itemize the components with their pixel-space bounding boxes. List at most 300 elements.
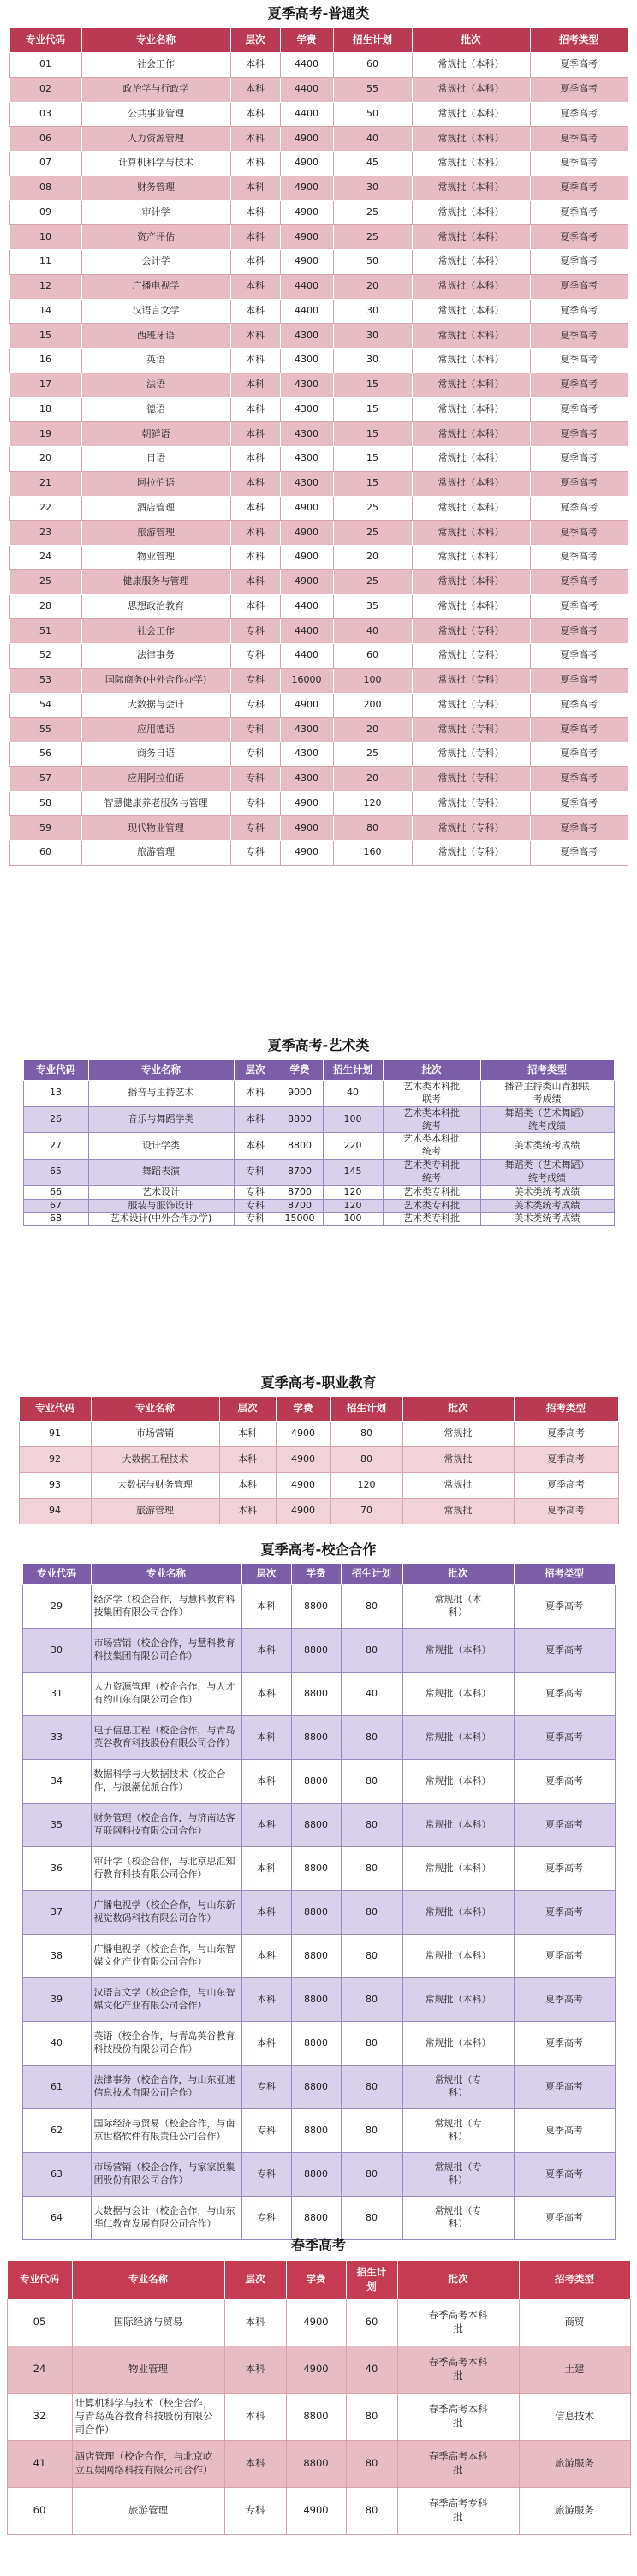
cell-level: 本科 (241, 1978, 291, 2022)
cell-type: 夏季高考 (514, 2022, 615, 2066)
cell-name: 英语（校企合作，与青岛英谷教育科技股份有限公司合作） (91, 2022, 241, 2066)
cell-tuition: 4900 (276, 1447, 330, 1473)
cell-batch: 常规批（本科） (412, 102, 530, 127)
cell-tuition: 4900 (280, 152, 333, 176)
cell-code: 59 (9, 816, 81, 841)
table-row (9, 274, 628, 299)
cell-name: 健康服务与管理 (81, 569, 230, 594)
header-plan: 招生计划 (341, 1564, 402, 1585)
cell-name: 旅游管理 (72, 2488, 224, 2535)
table-row (23, 1133, 614, 1160)
table-row (23, 1160, 614, 1186)
cell-code: 12 (9, 274, 81, 299)
cell-batch: 艺术类专科批 统考 (383, 1160, 480, 1186)
cell-tuition: 4900 (280, 496, 333, 521)
cell-code: 08 (9, 176, 81, 200)
cell-level: 本科 (219, 1447, 276, 1473)
cell-name: 应用德语 (81, 718, 230, 742)
cell-type: 夏季高考 (530, 200, 628, 225)
cell-type: 夏季高考 (530, 397, 628, 422)
cell-level: 本科 (241, 1716, 291, 1760)
cell-name: 国际商务(中外合作办学) (81, 668, 230, 693)
cell-type: 夏季高考 (530, 791, 628, 816)
cell-level: 本科 (230, 200, 280, 225)
cell-code: 19 (9, 422, 81, 447)
cell-type: 夏季高考 (514, 1760, 615, 1804)
cell-plan: 80 (346, 2488, 397, 2535)
cell-plan: 80 (330, 1422, 402, 1447)
cell-type: 美术类统考成绩 (480, 1185, 614, 1199)
cell-name: 大数据工程技术 (91, 1447, 219, 1473)
cell-type: 夏季高考 (530, 299, 628, 324)
cell-batch: 常规批 (402, 1499, 514, 1524)
cell-plan: 25 (333, 521, 412, 546)
cell-type: 夏季高考 (514, 1978, 615, 2022)
header-batch: 批次 (397, 2261, 519, 2299)
section-regular (0, 0, 637, 866)
cell-type: 夏季高考 (530, 102, 628, 127)
cell-name: 市场营销（校企合作，与家家悦集团股份有限公司合作） (91, 2153, 241, 2197)
header-type: 招考类型 (519, 2261, 630, 2299)
cell-level: 专科 (241, 2153, 291, 2197)
cell-type: 夏季高考 (514, 1629, 615, 1673)
cell-name: 市场营销（校企合作，与慧科教育科技集团有限公司合作） (91, 1629, 241, 1673)
cell-code: 62 (22, 2109, 91, 2153)
cell-batch: 常规批（本科） (412, 546, 530, 570)
cell-code: 26 (23, 1106, 88, 1133)
table-row (22, 1716, 615, 1760)
header-plan: 招生计划 (323, 1060, 383, 1081)
cell-tuition: 8700 (277, 1160, 323, 1186)
cell-tuition: 4900 (280, 816, 333, 841)
cell-level: 专科 (224, 2488, 286, 2535)
cell-tuition: 8700 (277, 1199, 323, 1213)
cell-plan: 20 (333, 546, 412, 570)
cell-code: 32 (7, 2394, 72, 2441)
cell-batch: 常规批（本科） (402, 1760, 514, 1804)
cell-type: 夏季高考 (530, 422, 628, 447)
cell-plan: 15 (333, 471, 412, 496)
cell-plan: 80 (341, 2197, 402, 2240)
table-row (23, 1199, 614, 1213)
cell-code: 54 (9, 693, 81, 718)
header-tuition: 学费 (286, 2261, 346, 2299)
cell-batch: 常规批（专 科） (402, 2066, 514, 2109)
cell-tuition: 8800 (291, 2197, 341, 2240)
cell-level: 本科 (234, 1081, 277, 1107)
cell-name: 人力资源管理（校企合作，与人才有约山东有限公司合作） (91, 1673, 241, 1716)
cell-name: 计算机科学与技术（校企合作，与青岛英谷教育科技股份有限公司合作） (72, 2394, 224, 2441)
cell-type: 夏季高考 (514, 1585, 615, 1629)
cell-name: 国际经济与贸易（校企合作，与南京世格软件有限责任公司合作） (91, 2109, 241, 2153)
cell-batch: 艺术类本科批 统考 (383, 1133, 480, 1160)
cell-code: 37 (22, 1891, 91, 1935)
cell-code: 92 (19, 1447, 91, 1473)
cell-code: 18 (9, 397, 81, 422)
table-row (9, 742, 628, 767)
cell-tuition: 8800 (291, 1978, 341, 2022)
cell-tuition: 4900 (280, 176, 333, 200)
cell-name: 大数据与财务管理 (91, 1473, 219, 1499)
cell-tuition: 4300 (280, 766, 333, 791)
cell-batch: 常规批（专科） (412, 841, 530, 866)
cell-level: 本科 (230, 349, 280, 373)
table-row (9, 299, 628, 324)
cell-code: 13 (23, 1081, 88, 1107)
cell-tuition: 8800 (277, 1133, 323, 1160)
cell-batch: 常规批（本科） (412, 521, 530, 546)
cell-plan: 55 (333, 77, 412, 102)
cell-type: 夏季高考 (514, 1673, 615, 1716)
cell-plan: 100 (323, 1213, 383, 1226)
cell-type: 夏季高考 (530, 521, 628, 546)
cell-plan: 40 (346, 2346, 397, 2394)
header-plan: 招生计 划 (346, 2261, 397, 2299)
cell-name: 审计学（校企合作，与北京思汇知行教育科技有限公司合作） (91, 1847, 241, 1891)
cell-type: 夏季高考 (530, 127, 628, 152)
cell-tuition: 8800 (291, 1935, 341, 1978)
cell-level: 本科 (230, 152, 280, 176)
cell-plan: 80 (346, 2441, 397, 2488)
cell-name: 阿拉伯语 (81, 471, 230, 496)
cell-name: 市场营销 (91, 1422, 219, 1447)
cell-name: 酒店管理 (81, 496, 230, 521)
cell-type: 美术类统考成绩 (480, 1213, 614, 1226)
cell-code: 57 (9, 766, 81, 791)
cell-type: 夏季高考 (530, 324, 628, 349)
cell-type: 夏季高考 (530, 349, 628, 373)
table-row (9, 693, 628, 718)
cell-code: 91 (19, 1422, 91, 1447)
header-code: 专业代码 (9, 28, 81, 53)
cell-tuition: 4300 (280, 373, 333, 397)
cell-type: 夏季高考 (514, 1473, 618, 1499)
table-row (22, 1935, 615, 1978)
cell-tuition: 8800 (286, 2394, 346, 2441)
cell-type: 舞蹈类（艺术舞蹈） 统考成绩 (480, 1160, 614, 1186)
table-row (19, 1499, 618, 1524)
cell-name: 物业管理 (72, 2346, 224, 2394)
cell-name: 物业管理 (81, 546, 230, 570)
cell-level: 专科 (230, 668, 280, 693)
table-row (9, 53, 628, 78)
cell-level: 专科 (230, 766, 280, 791)
cell-name: 德语 (81, 397, 230, 422)
cell-name: 应用阿拉伯语 (81, 766, 230, 791)
cell-plan: 120 (333, 791, 412, 816)
cell-level: 本科 (234, 1106, 277, 1133)
cell-tuition: 4400 (280, 102, 333, 127)
cell-batch: 常规批（本科） (402, 1978, 514, 2022)
cell-tuition: 8800 (291, 2153, 341, 2197)
cell-plan: 200 (333, 693, 412, 718)
table-row (9, 668, 628, 693)
header-code: 专业代码 (7, 2261, 72, 2299)
cell-code: 07 (9, 152, 81, 176)
cell-type: 夏季高考 (530, 546, 628, 570)
cell-name: 法语 (81, 373, 230, 397)
cell-batch: 常规批（本科） (412, 225, 530, 250)
art-table (23, 1059, 615, 1226)
cell-tuition: 4400 (280, 594, 333, 619)
cell-batch: 常规批（本科） (412, 274, 530, 299)
cell-plan: 25 (333, 569, 412, 594)
cell-batch: 常规批（本科） (412, 422, 530, 447)
table-row (9, 594, 628, 619)
header-type: 招考类型 (514, 1397, 618, 1422)
cell-batch: 常规批（本科） (402, 1716, 514, 1760)
cell-name: 大数据与会计（校企合作，与山东华仁教育发展有限公司合作） (91, 2197, 241, 2240)
cell-batch: 艺术类专科批 (383, 1199, 480, 1213)
cell-tuition: 9000 (277, 1081, 323, 1107)
cell-type: 夏季高考 (530, 471, 628, 496)
header-batch: 批次 (402, 1564, 514, 1585)
cell-tuition: 4400 (280, 619, 333, 644)
cell-plan: 60 (333, 53, 412, 78)
cell-tuition: 8800 (291, 1673, 341, 1716)
cell-batch: 常规批 (402, 1447, 514, 1473)
header-level: 层次 (234, 1060, 277, 1081)
cell-name: 广播电视学（校企合作，与山东新视觉数码科技有限公司合作） (91, 1891, 241, 1935)
cell-batch: 艺术类本科批 统考 (383, 1106, 480, 1133)
cell-name: 艺术设计(中外合作办学) (88, 1213, 234, 1226)
cell-name: 现代物业管理 (81, 816, 230, 841)
cell-level: 本科 (230, 176, 280, 200)
cell-tuition: 8800 (291, 1891, 341, 1935)
cell-level: 本科 (241, 1847, 291, 1891)
cell-type: 舞蹈类（艺术舞蹈） 统考成绩 (480, 1106, 614, 1133)
cell-plan: 60 (346, 2299, 397, 2346)
cell-batch: 常规批（专科） (412, 816, 530, 841)
cell-tuition: 4900 (286, 2488, 346, 2535)
header-name: 专业名称 (81, 28, 230, 53)
table-row (22, 1891, 615, 1935)
cell-plan: 80 (341, 1978, 402, 2022)
cell-name: 资产评估 (81, 225, 230, 250)
cell-code: 93 (19, 1473, 91, 1499)
cell-batch: 常规批（本科） (412, 299, 530, 324)
table-row (22, 1673, 615, 1716)
cell-batch: 常规批（专科） (412, 644, 530, 669)
cell-level: 本科 (234, 1133, 277, 1160)
cell-code: 58 (9, 791, 81, 816)
cell-code: 94 (19, 1499, 91, 1524)
cell-type: 夏季高考 (530, 225, 628, 250)
cell-plan: 15 (333, 373, 412, 397)
table-row (9, 521, 628, 546)
cell-plan: 80 (341, 2066, 402, 2109)
header-tuition: 学费 (277, 1060, 323, 1081)
cell-plan: 220 (323, 1133, 383, 1160)
cell-level: 专科 (234, 1185, 277, 1199)
cell-level: 本科 (241, 1760, 291, 1804)
cell-code: 30 (22, 1629, 91, 1673)
vocational-table (19, 1396, 619, 1524)
cell-batch: 常规批（本科） (402, 1804, 514, 1847)
cell-batch: 常规批（本科） (412, 127, 530, 152)
cell-type: 夏季高考 (514, 2109, 615, 2153)
table-row (7, 2394, 630, 2441)
cell-batch: 春季高考本科 批 (397, 2441, 519, 2488)
cell-tuition: 8800 (291, 2066, 341, 2109)
cell-plan: 25 (333, 200, 412, 225)
cell-level: 本科 (230, 324, 280, 349)
cell-batch: 常规批（本科） (402, 2022, 514, 2066)
cell-tuition: 8800 (291, 1585, 341, 1629)
cell-batch: 艺术类专科批 (383, 1213, 480, 1226)
cell-type: 夏季高考 (530, 594, 628, 619)
table-row (9, 127, 628, 152)
table-row (19, 1422, 618, 1447)
cell-code: 29 (22, 1585, 91, 1629)
cell-level: 本科 (230, 397, 280, 422)
cell-name: 电子信息工程（校企合作，与青岛英谷教育科技股份有限公司合作） (91, 1716, 241, 1760)
cell-plan: 30 (333, 349, 412, 373)
cell-batch: 常规批（本科） (412, 200, 530, 225)
cell-level: 专科 (230, 816, 280, 841)
table-row (9, 471, 628, 496)
cell-name: 音乐与舞蹈学类 (88, 1106, 234, 1133)
cell-code: 21 (9, 471, 81, 496)
header-type: 招考类型 (530, 28, 628, 53)
cell-name: 审计学 (81, 200, 230, 225)
cell-level: 本科 (241, 1585, 291, 1629)
cell-plan: 25 (333, 742, 412, 767)
header-batch: 批次 (402, 1397, 514, 1422)
table-header-row (22, 1564, 615, 1585)
cell-tuition: 4400 (280, 77, 333, 102)
table-row (7, 2441, 630, 2488)
cell-code: 51 (9, 619, 81, 644)
cell-plan: 80 (341, 1891, 402, 1935)
cell-level: 本科 (230, 521, 280, 546)
table-row (9, 225, 628, 250)
cell-batch: 常规批（本科） (412, 349, 530, 373)
table-row (9, 397, 628, 422)
cell-tuition: 4300 (280, 397, 333, 422)
table-row (7, 2488, 630, 2535)
header-type: 招考类型 (480, 1060, 614, 1081)
cell-plan: 50 (333, 250, 412, 275)
table-header-row (19, 1397, 618, 1422)
cell-level: 本科 (241, 2022, 291, 2066)
header-level: 层次 (224, 2261, 286, 2299)
table-row (9, 373, 628, 397)
table-row (9, 200, 628, 225)
cell-level: 本科 (230, 594, 280, 619)
header-plan: 招生计划 (330, 1397, 402, 1422)
table-row (9, 841, 628, 866)
cell-tuition: 4900 (280, 127, 333, 152)
cell-code: 23 (9, 521, 81, 546)
cell-level: 本科 (230, 77, 280, 102)
cell-code: 68 (23, 1213, 88, 1226)
cell-code: 02 (9, 77, 81, 102)
table-row (9, 496, 628, 521)
cell-name: 国际经济与贸易 (72, 2299, 224, 2346)
header-name: 专业名称 (91, 1397, 219, 1422)
cell-batch: 常规批（本科） (412, 152, 530, 176)
cell-level: 本科 (219, 1473, 276, 1499)
cell-batch: 常规批（本科） (412, 397, 530, 422)
cell-type: 夏季高考 (514, 1935, 615, 1978)
cell-plan: 80 (341, 1935, 402, 1978)
cell-plan: 80 (341, 2022, 402, 2066)
table-row (9, 791, 628, 816)
table-row (9, 619, 628, 644)
cell-plan: 120 (323, 1185, 383, 1199)
cell-batch: 艺术类专科批 (383, 1185, 480, 1199)
cell-type: 夏季高考 (530, 668, 628, 693)
cell-tuition: 4900 (280, 225, 333, 250)
section-coop (0, 1537, 637, 2240)
cell-name: 旅游管理 (81, 521, 230, 546)
cell-level: 本科 (219, 1422, 276, 1447)
cell-plan: 80 (346, 2394, 397, 2441)
cell-type: 夏季高考 (530, 841, 628, 866)
cell-tuition: 8800 (291, 2109, 341, 2153)
cell-type: 播音主持类山青独联 考成绩 (480, 1081, 614, 1107)
cell-code: 14 (9, 299, 81, 324)
cell-batch: 常规批（专科） (412, 693, 530, 718)
cell-code: 55 (9, 718, 81, 742)
cell-plan: 80 (341, 1847, 402, 1891)
cell-batch: 常规批（专科） (412, 619, 530, 644)
cell-batch: 常规批（本科） (412, 569, 530, 594)
section-title: 夏季高考-职业教育 (260, 1374, 377, 1391)
cell-level: 本科 (230, 53, 280, 78)
cell-code: 35 (22, 1804, 91, 1847)
table-row (9, 447, 628, 472)
table-row (7, 2299, 630, 2346)
cell-plan: 40 (323, 1081, 383, 1107)
cell-plan: 70 (330, 1499, 402, 1524)
header-plan: 招生计划 (333, 28, 412, 53)
cell-name: 商务日语 (81, 742, 230, 767)
cell-type: 夏季高考 (530, 619, 628, 644)
table-row (22, 1978, 615, 2022)
cell-level: 本科 (241, 1804, 291, 1847)
cell-level: 本科 (230, 447, 280, 472)
cell-type: 夏季高考 (514, 2066, 615, 2109)
cell-name: 朝鲜语 (81, 422, 230, 447)
table-row (22, 1629, 615, 1673)
cell-tuition: 8800 (277, 1106, 323, 1133)
cell-code: 31 (22, 1673, 91, 1716)
cell-plan: 25 (333, 225, 412, 250)
cell-type: 夏季高考 (530, 718, 628, 742)
header-level: 层次 (219, 1397, 276, 1422)
section-title: 夏季高考-校企合作 (260, 1541, 377, 1558)
cell-tuition: 8700 (277, 1185, 323, 1199)
cell-type: 夏季高考 (514, 1847, 615, 1891)
cell-tuition: 4900 (280, 693, 333, 718)
cell-code: 01 (9, 53, 81, 78)
cell-level: 本科 (241, 1673, 291, 1716)
header-code: 专业代码 (19, 1397, 91, 1422)
cell-code: 24 (7, 2346, 72, 2394)
cell-batch: 常规批（专科） (412, 718, 530, 742)
cell-code: 39 (22, 1978, 91, 2022)
cell-name: 英语 (81, 349, 230, 373)
cell-level: 本科 (230, 569, 280, 594)
cell-code: 60 (9, 841, 81, 866)
table-row (7, 2346, 630, 2394)
cell-code: 34 (22, 1760, 91, 1804)
cell-code: 66 (23, 1185, 88, 1199)
cell-tuition: 4900 (280, 521, 333, 546)
cell-code: 11 (9, 250, 81, 275)
